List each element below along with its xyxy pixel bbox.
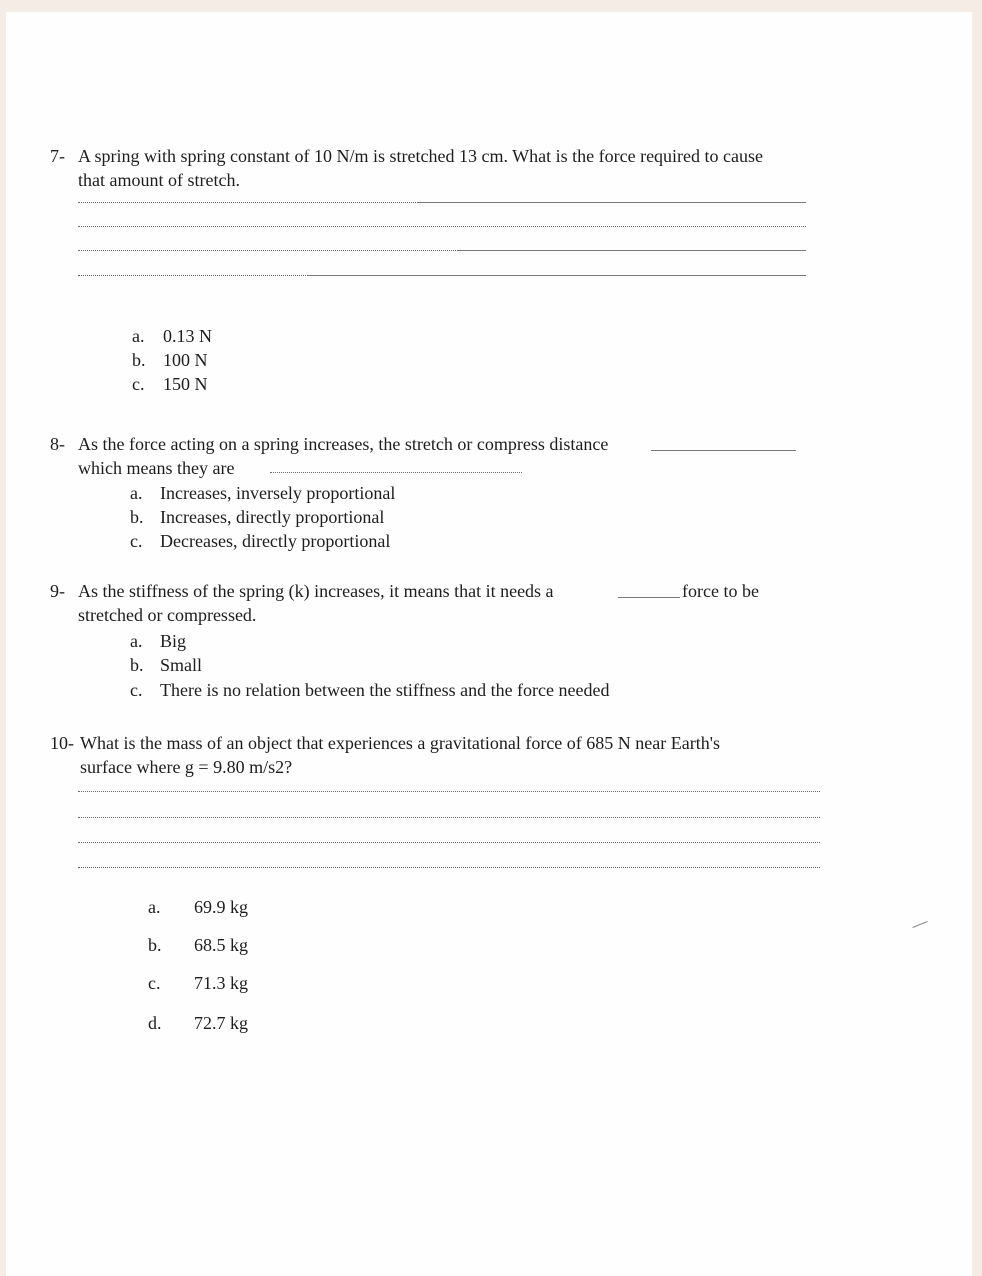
q9-option-c-text[interactable]: There is no relation between the stiffness and the force needed [160,680,610,700]
q10-option-c-text[interactable]: 71.3 kg [194,973,248,993]
q10-option-a-letter[interactable]: a. [148,897,161,917]
q7-number: 7- [50,146,65,166]
answer-line-solid [418,202,806,203]
q8-option-b-text[interactable]: Increases, directly proportional [160,507,385,527]
q10-option-a-text[interactable]: 69.9 kg [194,897,248,917]
q10-line-1: What is the mass of an object that experiences a gravitational force of 685 N near Earth's [80,733,720,753]
q8-option-c-letter[interactable]: c. [130,531,143,551]
q8-option-c-text[interactable]: Decreases, directly proportional [160,531,391,551]
q9-option-a-letter[interactable]: a. [130,631,143,651]
answer-line-solid [458,250,806,251]
q7-line-2: that amount of stretch. [78,170,240,190]
q10-line-2: surface where g = 9.80 m/s2? [80,757,293,777]
q10-option-b-letter[interactable]: b. [148,935,162,955]
q8-number: 8- [50,434,65,454]
q10-option-d-letter[interactable]: d. [148,1013,162,1033]
q9-option-c-letter[interactable]: c. [130,680,143,700]
q10-option-b-text[interactable]: 68.5 kg [194,935,248,955]
q8-option-a-letter[interactable]: a. [130,483,143,503]
answer-line[interactable] [78,226,806,227]
answer-line[interactable] [78,791,820,792]
q7-option-c-text[interactable]: 150 N [163,374,208,394]
q9-option-b-letter[interactable]: b. [130,655,144,675]
q7-line-1: A spring with spring constant of 10 N/m is stretched 13 cm. What is the force required to cause [78,146,764,166]
q9-number: 9- [50,581,65,601]
q8-blank-2[interactable] [270,472,522,473]
q8-option-a-text[interactable]: Increases, inversely proportional [160,483,396,503]
q9-option-b-text[interactable]: Small [160,655,203,675]
q7-option-c-letter[interactable]: c. [132,374,145,394]
q7-option-b-letter[interactable]: b. [132,350,146,370]
stray-pen-mark [912,921,927,928]
worksheet-page [6,12,972,1276]
q8-blank-1[interactable] [651,450,796,451]
q8-line-1: As the force acting on a spring increases, the stretch or compress distance [78,434,609,454]
q9-line-1-start: As the stiffness of the spring (k) increases, it means that it needs a [78,581,554,601]
answer-line[interactable] [78,275,308,276]
q8-line-2: which means they are [78,458,235,478]
q8-option-b-letter[interactable]: b. [130,507,144,527]
q7-option-a-text[interactable]: 0.13 N [163,326,212,346]
q10-number: 10- [50,733,74,753]
answer-line[interactable] [78,867,820,868]
answer-line[interactable] [78,817,820,818]
q10-option-d-text[interactable]: 72.7 kg [194,1013,248,1033]
answer-line[interactable] [78,202,418,203]
q9-line-2: stretched or compressed. [78,605,257,625]
q10-option-c-letter[interactable]: c. [148,973,161,993]
q9-blank[interactable] [618,597,680,598]
answer-line-solid [308,275,806,276]
q9-line-1-end: force to be [682,581,759,601]
answer-line[interactable] [78,842,820,843]
q7-option-a-letter[interactable]: a. [132,326,145,346]
q7-option-b-text[interactable]: 100 N [163,350,208,370]
answer-line[interactable] [78,250,458,251]
q9-option-a-text[interactable]: Big [160,631,187,651]
